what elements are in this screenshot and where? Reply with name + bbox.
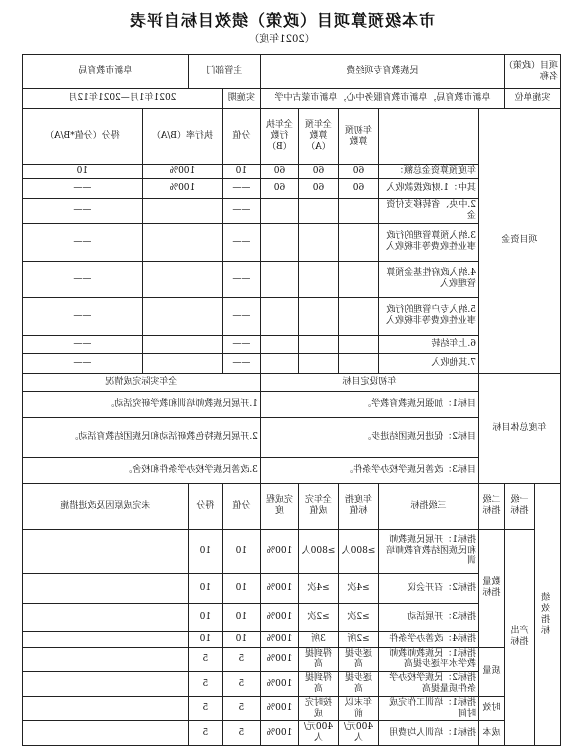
funds-cell: 60 (338, 165, 378, 179)
funds-cell: 60 (298, 165, 338, 179)
project-name-value: 民族教育专项经费 (260, 55, 504, 89)
indicator-reason (22, 647, 188, 672)
funds-cell: —— (22, 353, 142, 373)
goals-planned-header: 年初设定目标 (260, 373, 478, 391)
indicator-reason (22, 603, 188, 631)
funds-header: 分值 (222, 109, 260, 165)
indicator-score-full: 5 (222, 696, 260, 721)
indicator-actual: ≥4次 (298, 573, 338, 603)
funds-cell (338, 199, 378, 224)
funds-cell (298, 335, 338, 353)
funds-cell (142, 353, 222, 373)
funds-cell: 60 (260, 179, 298, 199)
funds-cell: 60 (338, 179, 378, 199)
funds-cell (298, 261, 338, 297)
indicator-target: 逐步提高 (338, 672, 378, 697)
funds-header: 全年预算数（A） (298, 109, 338, 165)
indicator-name: 指标4：改善办学条件 (378, 631, 478, 647)
indicator-reason (22, 631, 188, 647)
indicator-rate: 100% (260, 573, 298, 603)
indicator-header: 二级指标 (478, 483, 504, 529)
funds-cell (298, 353, 338, 373)
goal-planned: 目标2：促进民族团结进步。 (260, 417, 478, 457)
funds-cell: 60 (298, 179, 338, 199)
funds-cell: 60 (260, 165, 298, 179)
impl-period-value: 2021年1月—2021年12月 (22, 89, 222, 109)
indicator-actual: 按时完成 (298, 696, 338, 721)
level2-quantity: 数量指标 (478, 529, 504, 647)
indicator-name: 指标2：召开会议 (378, 573, 478, 603)
funds-cell: —— (22, 335, 142, 353)
indicator-header: 全年完成值 (298, 483, 338, 529)
indicator-rate: 100% (260, 603, 298, 631)
funds-cell: —— (222, 261, 260, 297)
indicator-score: 10 (188, 631, 222, 647)
indicator-score-full: 10 (222, 631, 260, 647)
funds-cell (338, 353, 378, 373)
document-title: 市本级预算项目（政策）绩效目标自评表 (129, 11, 436, 30)
indicator-score: 5 (188, 696, 222, 721)
indicator-reason (22, 696, 188, 721)
indicator-target: ≥2所 (338, 631, 378, 647)
funds-row-label: 2.中央、省转移支付资金 (378, 199, 478, 224)
funds-cell (260, 335, 298, 353)
indicator-score: 10 (188, 603, 222, 631)
funds-cell (142, 199, 222, 224)
indicator-actual: ≥800人 (298, 529, 338, 573)
indicator-target: 年末以前 (338, 696, 378, 721)
funds-header: 年初预算数 (338, 109, 378, 165)
indicator-reason (22, 721, 188, 746)
document-subtitle: （2021年度） (249, 34, 315, 45)
indicator-actual: 3所 (298, 631, 338, 647)
indicator-rate: 100% (260, 529, 298, 573)
indicator-target: 400元/人 (338, 721, 378, 746)
funds-row-label: 4.纳入政府性基金预算管理收入 (378, 261, 478, 297)
funds-cell (298, 297, 338, 335)
funds-cell: —— (222, 223, 260, 261)
indicator-rate: 100% (260, 631, 298, 647)
funds-cell (338, 335, 378, 353)
indicator-target: ≥800人 (338, 529, 378, 573)
funds-cell (298, 199, 338, 224)
indicator-header: 得分 (188, 483, 222, 529)
level2-quality: 质量 (478, 647, 504, 696)
indicator-score-full: 5 (222, 672, 260, 697)
funds-row-label: 其中：1.财政拨款收入 (378, 179, 478, 199)
indicator-reason (22, 672, 188, 697)
goal-planned: 目标1：加强民族教育教学。 (260, 391, 478, 417)
dept-value: 阜新市教育局 (22, 55, 188, 89)
indicator-name: 指标1：培训工作完成时间 (378, 696, 478, 721)
indicator-score-full: 10 (222, 529, 260, 573)
indicator-rate: 100% (260, 696, 298, 721)
indicator-header: 年度指标值 (338, 483, 378, 529)
indicator-name: 指标1：培训人均费用 (378, 721, 478, 746)
indicator-name: 指标1：民族教师教师教学水平逐步提高 (378, 647, 478, 672)
project-name-label: 项目（政策）名称 (504, 55, 560, 89)
funds-header: 得分（分值*B/A） (22, 109, 142, 165)
indicator-score: 5 (188, 672, 222, 697)
level2-time: 时效 (478, 696, 504, 721)
funds-cell: 10 (222, 165, 260, 179)
funds-row-label: 3.纳入预算管理的行政事业性收费等非税收入 (378, 223, 478, 261)
funds-cell: —— (222, 297, 260, 335)
funds-header: 全年执行数（B） (260, 109, 298, 165)
goals-section-label: 年度总体目标 (478, 373, 560, 483)
level1-output: 产出指标 (504, 529, 534, 745)
funds-section-label: 项目资金 (478, 109, 560, 374)
goal-actual: 2.开展民族特色教研活动和民族团结教育活动。 (22, 417, 260, 457)
indicator-reason (22, 529, 188, 573)
funds-cell: —— (222, 199, 260, 224)
indicator-actual: 400元/人 (298, 721, 338, 746)
indicator-score-full: 10 (222, 573, 260, 603)
indicator-name: 指标1：开展民族教师和民族团结教育教师培训 (378, 529, 478, 573)
funds-row-label: 6.上年结转 (378, 335, 478, 353)
indicator-actual: 得到提高 (298, 672, 338, 697)
funds-cell: —— (22, 179, 142, 199)
funds-cell (142, 335, 222, 353)
funds-cell: 100% (142, 165, 222, 179)
funds-cell (338, 297, 378, 335)
indicator-rate: 100% (260, 672, 298, 697)
indicator-header: 完成程度 (260, 483, 298, 529)
funds-cell: —— (22, 261, 142, 297)
indicator-name: 指标2：民族学校办学条件质量提高 (378, 672, 478, 697)
funds-cell: —— (22, 223, 142, 261)
funds-cell (142, 223, 222, 261)
funds-cell (142, 261, 222, 297)
indicator-reason (22, 573, 188, 603)
goals-actual-header: 全年实际完成情况 (22, 373, 260, 391)
indicator-score: 10 (188, 573, 222, 603)
funds-cell (338, 261, 378, 297)
goal-planned: 目标3：改善民族学校办学条件。 (260, 457, 478, 483)
indicator-actual: 得到提高 (298, 647, 338, 672)
funds-cell: —— (22, 297, 142, 335)
indicator-score-full: 5 (222, 721, 260, 746)
funds-cell: —— (222, 335, 260, 353)
funds-row-label: 5.纳入专户管理的行政事业性收费等非税收入 (378, 297, 478, 335)
funds-cell (298, 223, 338, 261)
indicator-score: 10 (188, 529, 222, 573)
indicator-score-full: 5 (222, 647, 260, 672)
indicator-rate: 100% (260, 647, 298, 672)
funds-row-label: 年度预算资金总额： (378, 165, 478, 179)
funds-row-label: 7.其他收入 (378, 353, 478, 373)
indicator-name: 指标3：开展活动 (378, 603, 478, 631)
funds-cell: —— (222, 179, 260, 199)
indicator-target: ≥2次 (338, 603, 378, 631)
indicator-target: 逐步提高 (338, 647, 378, 672)
funds-cell (260, 223, 298, 261)
indicator-header: 分值 (222, 483, 260, 529)
impl-unit-value: 阜新市教育局，阜新市教育服务中心，阜新市蒙古中学 (260, 89, 504, 109)
funds-header: 执行率（B/A） (142, 109, 222, 165)
funds-cell (338, 223, 378, 261)
indicator-header: 未完成原因及改进措施 (22, 483, 188, 529)
indicators-section-label: 绩效指标 (535, 483, 561, 745)
funds-cell (260, 297, 298, 335)
funds-cell (142, 297, 222, 335)
funds-cell: —— (22, 199, 142, 224)
self-evaluation-table (22, 54, 561, 746)
funds-cell (260, 199, 298, 224)
dept-label: 主管部门 (188, 55, 260, 89)
indicator-header: 一级指标 (504, 483, 534, 529)
funds-header-blank (378, 109, 478, 165)
goal-actual: 1.开展民族教师培训和教学研究活动。 (22, 391, 260, 417)
funds-cell: 10 (22, 165, 142, 179)
funds-cell: 100% (142, 179, 222, 199)
indicator-score: 5 (188, 647, 222, 672)
indicator-rate: 100% (260, 721, 298, 746)
indicator-target: ≥4次 (338, 573, 378, 603)
indicator-actual: ≥2次 (298, 603, 338, 631)
funds-cell (260, 353, 298, 373)
impl-period-label: 实施期 (222, 89, 260, 109)
indicator-score-full: 10 (222, 603, 260, 631)
impl-unit-label: 实施单位 (504, 89, 560, 109)
indicator-score: 5 (188, 721, 222, 746)
funds-cell: —— (222, 353, 260, 373)
indicator-header: 三级指标 (378, 483, 478, 529)
goal-actual: 3.改善民族学校办学条件和校舍。 (22, 457, 260, 483)
funds-cell (260, 261, 298, 297)
level2-cost: 成本 (478, 721, 504, 746)
